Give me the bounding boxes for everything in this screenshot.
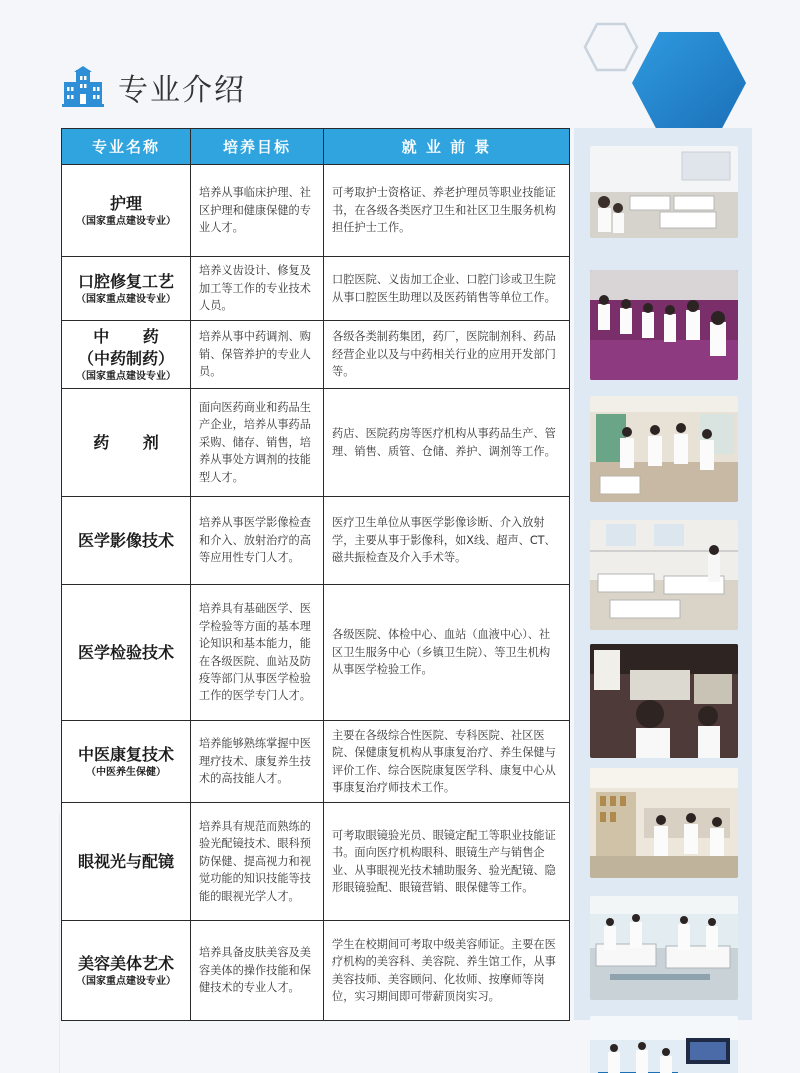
training-goal: 培养义齿设计、修复及加工等工作的专业技术人员。 [191,257,324,321]
major-subtitle: （国家重点建设专业） [76,370,176,382]
training-goal: 面向医药商业和药品生产企业，培养从事药品采购、储存、销售，培养从事处方调剂的技能型人才。 [191,389,324,497]
training-goal: 培养从事中药调剂、购销、保管养护的专业人员。 [191,321,324,389]
table-row [62,257,570,321]
column-header-prospect: 就 业 前 景 [324,129,570,165]
major-name: 中医康复技术 [77,745,174,765]
building-icon [62,66,104,108]
major-name: 眼视光与配镜 [77,851,174,871]
majors-table [61,128,570,1021]
training-goal: 培养具有规范而熟练的验光配镜技术、眼科预防保健、提高视力和视觉功能的知识技能等技能的眼视光学人才。 [191,803,324,921]
major-name-cell [62,165,191,257]
career-prospect: 可考取眼镜验光员、眼镜定配工等职业技能证书。面向医疗机构眼科、眼镜生产与销售企业、从事眼视光技术辅助服务、验光配镜、隐形眼镜验配、眼镜营销、眼保健等工作。 [324,803,570,921]
table-row [62,921,570,1021]
rehab-training-photo [590,896,738,1000]
table-row [62,165,570,257]
major-subtitle: （国家重点建设专业） [76,293,176,305]
major-name-cell [62,257,191,321]
career-prospect: 药店、医院药房等医疗机构从事药品生产、管理、销售、质管、仓储、养护、调剂等工作。 [324,389,570,497]
career-prospect: 学生在校期间可考取中级美容师证。主要在医疗机构的美容科、美容院、养生馆工作，从事美容技师、美容顾问、化妆师、按摩师等岗位，实习期间即可带薪顶岗实习。 [324,921,570,1021]
imaging-room-photo [590,644,738,758]
career-prospect: 主要在各级综合性医院、专科医院、社区医院、保健康复机构从事康复治疗、养生保健与评价工作、综合医院康复医学科、康复中心从事康复治疗师技术工作。 [324,721,570,803]
photo-column [574,128,752,1020]
major-name: 医学影像技术 [77,530,174,550]
major-subtitle: （国家重点建设专业） [76,215,176,227]
training-goal: 培养具有基础医学、医学检验等方面的基本理论知识和基本能力，能在各级医院、血站及防疫等部门从事医学检验工作的医学专门人才。 [191,585,324,721]
table-row [62,389,570,497]
table-row [62,321,570,389]
major-name-cell [62,585,191,721]
background-decoration [0,813,60,1073]
career-prospect: 各级各类制药集团，药厂，医院制剂科、药品经营企业以及与中药相关行业的应用开发部门等。 [324,321,570,389]
major-name: 口腔修复工艺 [77,272,174,292]
laboratory-photo [590,768,738,878]
major-name-cell [62,803,191,921]
major-name-line2: （中药制药） [77,349,174,368]
career-prospect: 可考取护士资格证、养老护理员等职业技能证书，在各级各类医疗卫生和社区卫生服务机构担任护士工作。 [324,165,570,257]
major-name-cell [62,721,191,803]
major-name: 中 药 [93,327,173,347]
training-goal: 培养具备皮肤美容及美容美体的操作技能和保健技术的专业人才。 [191,921,324,1021]
hexagon-blue-decoration [630,30,748,136]
career-prospect: 各级医院、体检中心、血站（血液中心）、社区卫生服务中心（乡镇卫生院）、等卫生机构从事医学检验工作。 [324,585,570,721]
training-goal: 培养能够熟练掌握中医理疗技术、康复养生技术的高技能人才。 [191,721,324,803]
page-header [62,64,246,110]
table-row [62,497,570,585]
major-subtitle: （中医养生保健） [86,766,166,778]
major-name-cell [62,389,191,497]
major-subtitle: （国家重点建设专业） [76,975,176,987]
dental-lab-photo [590,270,738,380]
column-header-name: 专业名称 [62,129,191,165]
career-prospect: 医疗卫生单位从事医学影像诊断、介入放射学，主要从事于影像科，如X线、超声、CT、磁共振检查及介入手术等。 [324,497,570,585]
major-name-cell [62,921,191,1021]
optometry-lab-photo [590,1016,738,1073]
pharmacy-lab-photo [590,396,738,502]
training-goal: 培养从事医学影像检查和介入、放射治疗的高等应用性专门人才。 [191,497,324,585]
major-name: 美容美体艺术 [77,954,174,974]
career-prospect: 口腔医院、义齿加工企业、口腔门诊或卫生院从事口腔医生助理以及医药销售等单位工作。 [324,257,570,321]
page-title: 专业介绍 [118,73,246,108]
major-name-cell [62,497,191,585]
nursing-classroom-photo [590,146,738,238]
table-row [62,803,570,921]
training-goal: 培养从事临床护理、社区护理和健康保健的专业人才。 [191,165,324,257]
major-name: 药 剂 [93,432,173,452]
practice-ward-photo [590,520,738,630]
major-name: 护理 [109,194,142,214]
major-name: 医学检验技术 [77,642,174,662]
table-row [62,721,570,803]
table-row [62,585,570,721]
table-header-row [62,129,570,165]
major-name-cell [62,321,191,389]
column-header-goal: 培养目标 [191,129,324,165]
